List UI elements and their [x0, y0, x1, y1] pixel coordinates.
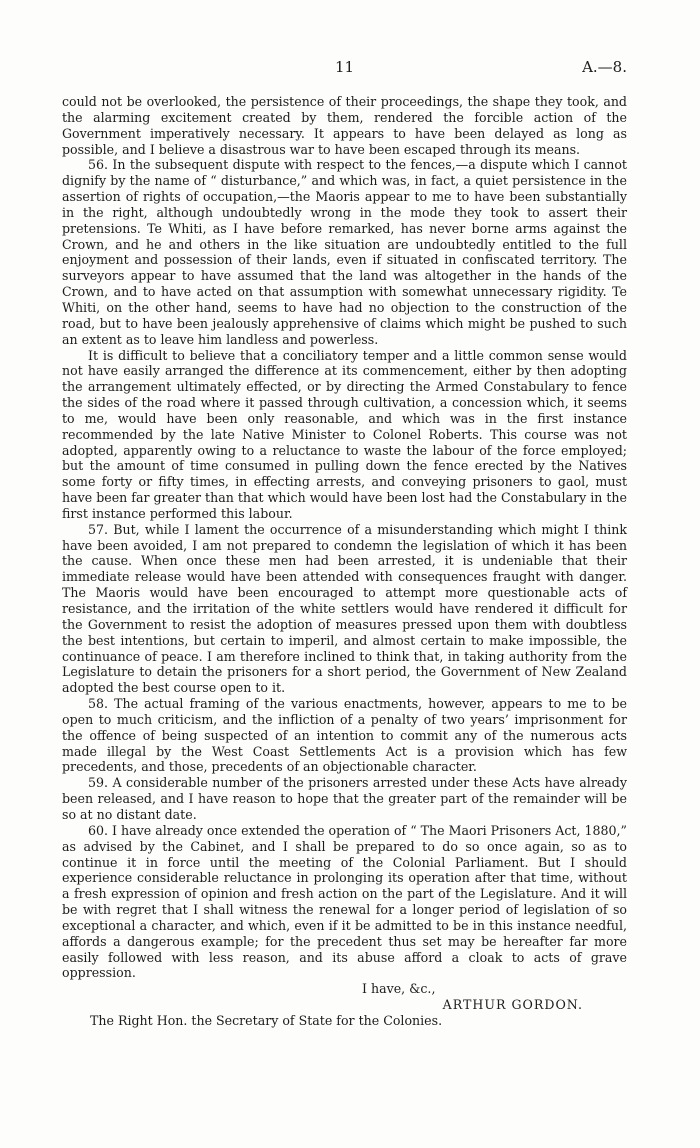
- paragraph-56-continued: It is difficult to believe that a conciliatory temper and a little common sense would not have easily arranged the difference at its commencement, either by then adopting the arrangement ultimately effected, or by directing the Armed Constabulary to fence the sides of the road where it passed through cultivation, a concession which, it seems to me, would have been only reasonable, and which was in the first instance recommended by the late Native Minister to Colonel Roberts. This course was not adopted, apparently owing to a reluctance to waste the labour of the force employed; but the amount of time consumed in pulling down the fence erected by the Natives some forty or fifty times, in effecting arrests, and conveying prisoners to gaol, must have been far greater than that which would have been lost had the Constabulary in the first instance performed this labour.: [62, 347, 627, 521]
- page-header: [62, 58, 627, 78]
- paragraph-59: 59. A considerable number of the prisoners arrested under these Acts have already been released, and I have reason to hope that the greater part of the remainder will be so at no distant date.: [62, 775, 627, 822]
- paragraph-56: 56. In the subsequent dispute with respect to the fences,—a dispute which I cannot dignify by the name of “ disturbance,” and which was, in fact, a quiet persistence in the assertion of rights of occupation,—the Maoris appear to me to have been substantially in the right, although undoubtedly wrong in the mode they took to assert their pretensions. Te Whiti, as I have before remarked, has never borne arms against the Crown, and he and others in the like situation are undoubtedly entitled to the full enjoyment and possession of their lands, even if situated in confiscated territory. The surveyors appear to have assumed that the land was altogether in the hands of the Crown, and to have acted on that assumption with somewhat unnecessary rigidity. Te Whiti, on the other hand, seems to have had no objection to the construction of the road, but to have been jealously apprehensive of claims which might be pushed to such an extent as to leave him landless and powerless.: [62, 157, 627, 347]
- page-number: 11: [334, 58, 355, 76]
- signature: ARTHUR GORDON.: [442, 997, 583, 1013]
- paragraph-continuation: could not be overlooked, the persistence of their proceedings, the shape they took, and the alarming excitement created by them, rendered the forcible action of the Government imperatively necessary. It appears to have been delayed as long as possible, and I believe a disastrous war to have been escaped through its means.: [62, 94, 627, 157]
- paragraph-57: 57. But, while I lament the occurrence of a misunderstanding which might I think have been avoided, I am not prepared to condemn the legislation of which it has been the cause. When once these men had been arrested, it is undeniable that their immediate release would have been attended with consequences fraught with danger. The Maoris would have been encouraged to attempt more questionable acts of resistance, and the irritation of the white settlers would have rendered it difficult for the Government to resist the adoption of measures pressed upon them with doubtless the best intentions, but certain to imperil, and almost certain to make impossible, the continuance of peace. I am therefore inclined to think that, in taking authority from the Legislature to detain the prisoners for a short period, the Government of New Zealand adopted the best course open to it.: [62, 521, 627, 696]
- salutation: I have, &c.,: [362, 981, 436, 997]
- document-reference: A.—8.: [582, 58, 627, 76]
- paragraph-58: 58. The actual framing of the various enactments, however, appears to me to be open to much criticism, and the infliction of a penalty of two years’ imprisonment for the offence of being suspected of an intention to commit any of the numerous acts made illegal by the West Coast Settlements Act is a provision which has few precedents, and those, precedents of an objectionable character.: [62, 696, 627, 775]
- paragraph-60: 60. I have already once extended the operation of “ The Maori Prisoners Act, 1880,” as advised by the Cabinet, and I shall be prepared to do so once again, so as to continue it in force until the meeting of the Colonial Parliament. But I should experience considerable reluctance in prolonging its operation after that time, without a fresh expression of opinion and fresh action on the part of the Legislature. And it will be with regret that I shall witness the renewal for a longer period of legislation of so exceptional a character, and which, even if it be admitted to be in this instance needful, affords a dangerous example; for the precedent thus set may be hereafter far more easily followed with less reason, and its abuse afford a cloak to acts of grave oppression.: [62, 822, 627, 981]
- addressee: The Right Hon. the Secretary of State for the Colonies.: [90, 1012, 443, 1028]
- document-body: [62, 94, 627, 1029]
